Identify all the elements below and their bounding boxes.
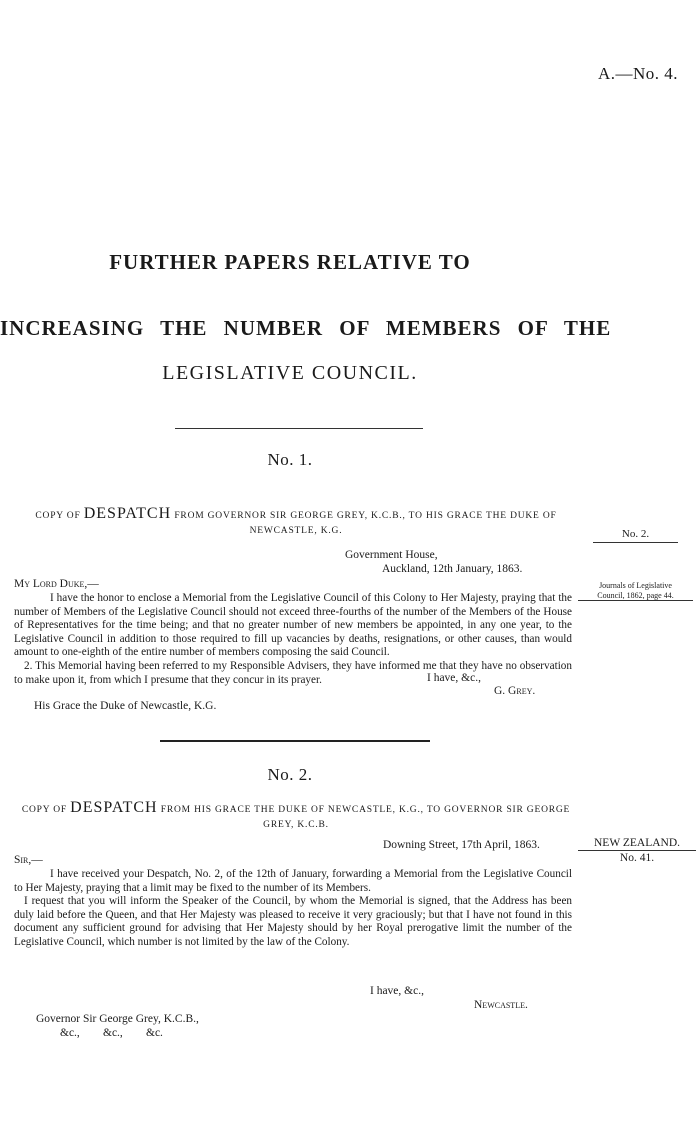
title-line-1: FURTHER PAPERS RELATIVE TO bbox=[109, 250, 471, 274]
doc2-etc-3: &c. bbox=[146, 1027, 163, 1039]
doc2-address: Downing Street, 17th April, 1863. bbox=[383, 839, 540, 851]
doc1-number: No. 1. bbox=[267, 450, 313, 469]
doc1-margin-number: No. 2. bbox=[593, 528, 678, 543]
title-line-3: LEGISLATIVE COUNCIL. bbox=[162, 362, 418, 384]
doc1-body bbox=[14, 592, 572, 687]
doc2-paragraph-2: I request that you will inform the Speaker of the Council, by whom the Memorial is signed, that the Address has been duly laid before the Queen, and that Her Majesty was pleased to receive it very graciously; but that I have not found in this document any sufficient ground for advising that Her Majesty should by her Royal prerogative limit the number of the Legislative Council, which number is not limited by the law of the Colony. bbox=[14, 895, 572, 948]
doc2-closing: I have, &c., bbox=[370, 985, 424, 997]
title-line-2: INCREASING THE NUMBER OF MEMBERS OF THE bbox=[0, 316, 612, 340]
doc2-recipient: Governor Sir George Grey, K.C.B., bbox=[36, 1013, 199, 1025]
doc2-signature: Newcastle. bbox=[474, 999, 528, 1011]
doc1-paragraph-2: 2. This Memorial having been referred to my Responsible Advisers, they have informed me that they have no observation to make upon it, from which I presume that they concur in its prayer. bbox=[14, 659, 572, 686]
doc2-etc-2: &c., bbox=[103, 1027, 123, 1039]
doc2-heading: COPY OF DESPATCH FROM HIS GRACE THE DUKE OF NEWCASTLE, K.G., TO GOVERNOR SIR GEORGE GREY, K.C.B. bbox=[21, 799, 571, 830]
doc1-salutation: My Lord Duke,— bbox=[14, 578, 99, 590]
title-divider bbox=[175, 428, 423, 429]
doc2-body bbox=[14, 868, 572, 950]
doc1-address-line-1: Government House, bbox=[345, 549, 438, 561]
doc2-paragraph-1: I have received your Despatch, No. 2, of the 12th of January, forwarding a Memorial from the Legislative Council to Her Majesty, praying that a limit may be fixed to the number of its Members. bbox=[14, 868, 572, 894]
doc1-recipient: His Grace the Duke of Newcastle, K.G. bbox=[34, 700, 217, 712]
doc1-paragraph-1: I have the honor to enclose a Memorial from the Legislative Council of this Colony to Her Majesty, praying that the number of Members of the Legislative Council should not exceed three-fourths of the number of the Members of the House of Representatives for the time being; and that no greater number of new members be appointed, in any one year, to the Legislative Council in addition to those required to fill up vacancies by deaths, resignations, or other causes, than would amount to one-eighth of the entire number of members composing the said Council. bbox=[14, 592, 572, 659]
doc2-number: No. 2. bbox=[267, 765, 313, 784]
doc1-signature: G. Grey. bbox=[494, 685, 536, 697]
section-divider bbox=[160, 740, 430, 742]
doc1-heading: COPY OF DESPATCH FROM GOVERNOR SIR GEORGE GREY, K.C.B., TO HIS GRACE THE DUKE OF NEWCASTLE, K.G. bbox=[35, 505, 557, 536]
doc2-salutation: Sir,— bbox=[14, 854, 43, 866]
doc1-margin-note: Journals of Legislative Council, 1862, page 44. bbox=[578, 581, 693, 601]
doc2-etc-1: &c., bbox=[60, 1027, 80, 1039]
doc1-address-line-2: Auckland, 12th January, 1863. bbox=[382, 563, 523, 575]
doc1-closing: I have, &c., bbox=[427, 672, 481, 684]
doc2-margin-note: NEW ZEALAND. No. 41. bbox=[578, 836, 696, 865]
document-reference: A.—No. 4. bbox=[597, 64, 678, 83]
